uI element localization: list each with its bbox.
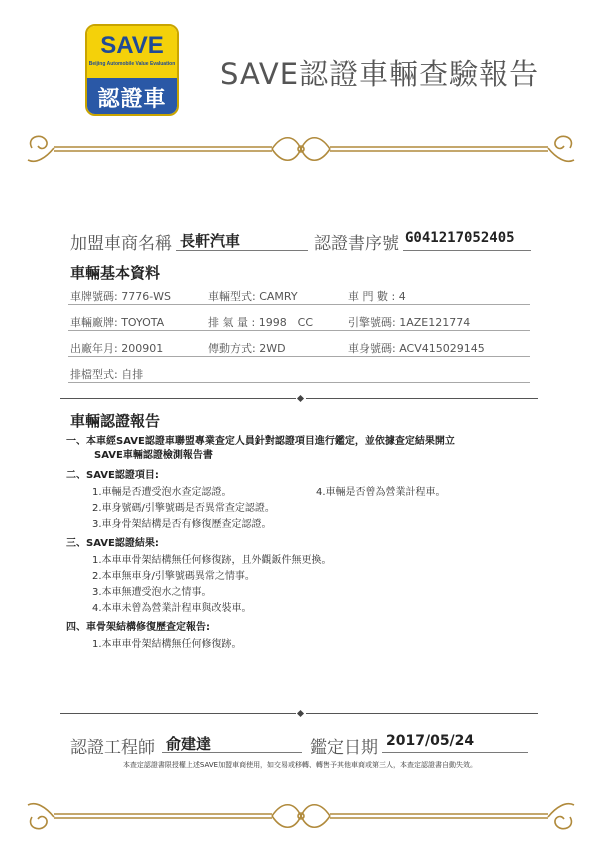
s2-item-1: 1.車輛是否遭受泡水查定認證。: [92, 487, 232, 498]
dealer-value: 長軒汽車: [180, 232, 241, 250]
manufacture-date-field: 出廠年月: 200901: [70, 342, 164, 355]
footer-note: 本查定認證書限授權上述SAVE加盟車商使用，如交易或移轉、轉售予其他車商或第三人，本查定認證書自動失效。: [122, 761, 478, 769]
dealer-underline: [176, 250, 308, 251]
page-title: SAVE認證車輛查驗報告: [220, 57, 540, 91]
model-field: 車輛型式: CAMRY: [208, 290, 298, 303]
s2-item-3: 3.車身骨架結構是否有修復歷查定認證。: [92, 519, 272, 530]
section-divider-right: [306, 713, 538, 714]
engineer-label: 認證工程師: [70, 738, 155, 758]
displacement-field: 排 氣 量 : 1998 CC: [208, 316, 314, 329]
engineer-underline: [162, 752, 302, 753]
divider-dot: [297, 710, 304, 717]
report-section-4: 四、車骨架結構修復歷查定報告:: [66, 622, 210, 633]
inspection-date: 2017/05/24: [386, 733, 475, 749]
cert-underline: [403, 250, 531, 251]
section-divider-left: [60, 713, 296, 714]
transmission-field: 排檔型式: 自排: [70, 368, 144, 381]
logo-cn: 認證車: [97, 87, 167, 112]
save-logo: [85, 24, 179, 116]
row-divider: [68, 382, 530, 383]
cert-label: 認證書序號: [314, 234, 399, 254]
s2-item-4: 4.車輛是否曾為營業計程車。: [316, 487, 446, 498]
date-label: 鑑定日期: [310, 738, 378, 758]
drive-type-field: 傳動方式: 2WD: [208, 342, 286, 355]
section-divider-right: [306, 398, 538, 399]
s4-item-1: 1.本車車骨架結構無任何修復跡。: [92, 639, 242, 650]
date-underline: [382, 752, 528, 753]
report-section-2: 二、SAVE認證項目:: [66, 470, 159, 481]
row-divider: [68, 356, 530, 357]
plate-field: 車牌號碼: 7776-WS: [70, 290, 172, 303]
brand-field: 車輛廠牌: TOYOTA: [70, 316, 165, 329]
s3-item-3: 3.本車無遭受泡水之情事。: [92, 587, 212, 598]
vin-field: 車身號碼: ACV415029145: [348, 342, 485, 355]
row-divider: [68, 330, 530, 331]
s3-item-1: 1.本車車骨架結構無任何修復跡，且外觀鈑件無更換。: [92, 555, 332, 566]
engineer-name: 俞建達: [166, 735, 212, 753]
basic-info-heading: 車輛基本資料: [70, 264, 161, 282]
report-section-1-cont: SAVE車輛認證檢測報告書: [94, 450, 213, 461]
report-heading: 車輛認證報告: [70, 412, 161, 430]
bottom-ornament: [24, 795, 578, 835]
s3-item-4: 4.本車未曾為營業計程車與改裝車。: [92, 603, 252, 614]
doors-field: 車 門 數 : 4: [348, 290, 406, 303]
top-ornament: [24, 130, 578, 170]
engine-number-field: 引擎號碼: 1AZE121774: [348, 316, 471, 329]
logo-tagline: Beijing Automobile Value Evaluation: [88, 61, 176, 67]
s3-item-2: 2.本車無車身/引擎號碼異常之情事。: [92, 571, 255, 582]
section-divider-left: [60, 398, 296, 399]
cert-number: G041217052405: [405, 230, 515, 246]
dealer-label: 加盟車商名稱: [70, 234, 172, 254]
report-section-3: 三、SAVE認證結果:: [66, 538, 159, 549]
logo-word: SAVE: [100, 32, 164, 59]
s2-item-2: 2.車身號碼/引擎號碼是否異常查定認證。: [92, 503, 275, 514]
report-section-1: 一、本車經SAVE認證車聯盟專業查定人員針對認證項目進行鑑定，並依據查定結果開立: [66, 436, 455, 447]
row-divider: [68, 304, 530, 305]
divider-dot: [297, 395, 304, 402]
